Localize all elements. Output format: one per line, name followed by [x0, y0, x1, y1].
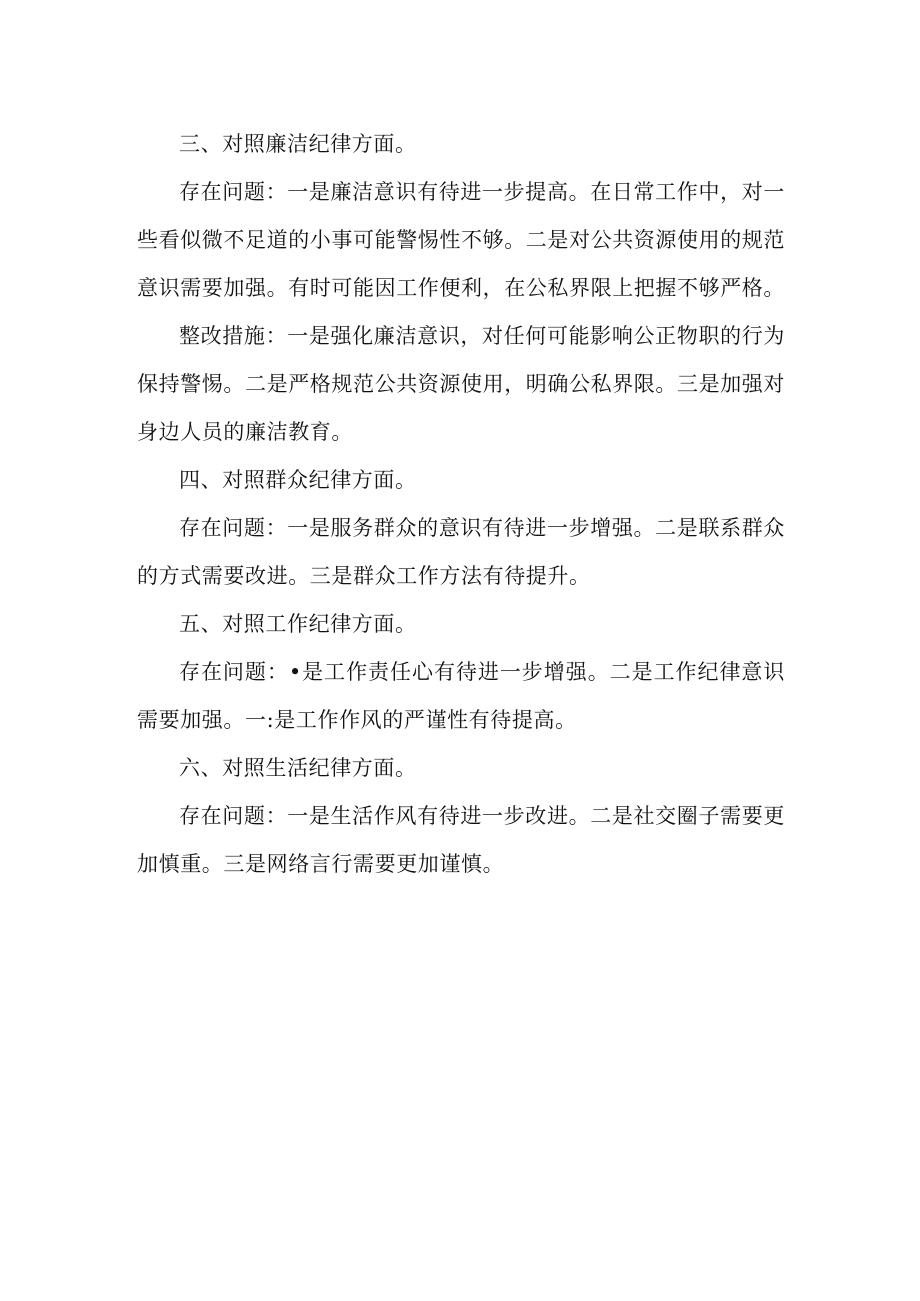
- section-heading-integrity: 三、对照廉洁纪律方面。: [179, 132, 417, 156]
- integrity-problems-paragraph: 存在问题：一是廉洁意识有待进一步提高。在日常工作中，对一些看似微不足道的小事可能警惕性不够。二是对公共资源使用的规范意识需要加强。有时可能因工作便利，在公私界限上把握不够严格。: [137, 180, 785, 300]
- document-page: [137, 120, 785, 888]
- work-problems-paragraph: 存在问题：•是工作责任心有待进一步增强。二是工作纪律意识需要加强。一:是工作作风的严谨性有待提高。: [137, 660, 785, 732]
- life-problems-paragraph: 存在问题：一是生活作风有待进一步改进。二是社交圈子需要更加慎重。三是网络言行需要更加谨慎。: [137, 804, 785, 876]
- integrity-measures-paragraph: 整改措施：一是强化廉洁意识，对任何可能影响公正物职的行为保持警惕。二是严格规范公共资源使用，明确公私界限。三是加强对身边人员的廉洁教育。: [137, 324, 785, 444]
- section-heading-work: 五、对照工作纪律方面。: [179, 612, 417, 636]
- section-heading-life: 六、对照生活纪律方面。: [179, 756, 417, 780]
- section-heading-masses: 四、对照群众纪律方面。: [179, 468, 417, 492]
- masses-problems-paragraph: 存在问题：一是服务群众的意识有待进一步增强。二是联系群众的方式需要改进。三是群众工作方法有待提升。: [137, 516, 785, 588]
